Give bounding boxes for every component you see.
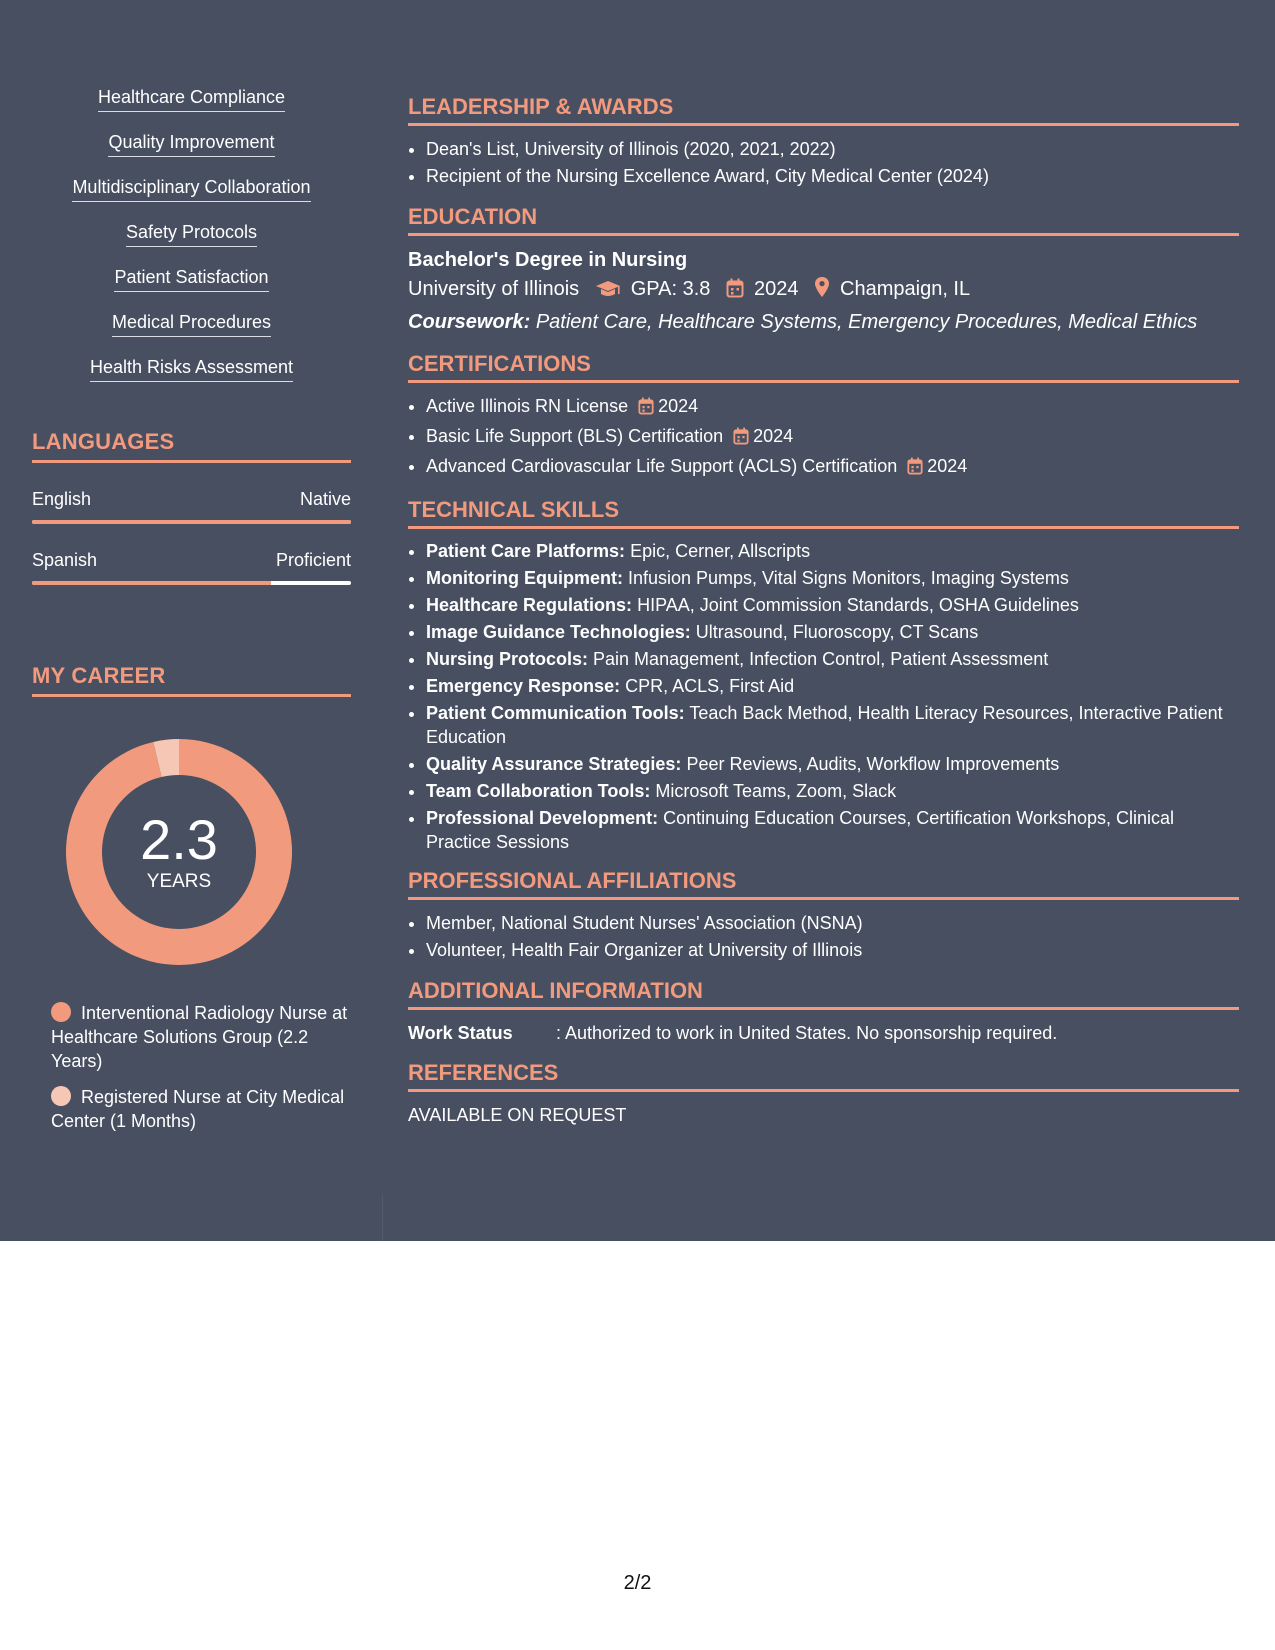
references-section	[408, 1060, 1239, 1128]
certification-name: Active Illinois RN License	[426, 396, 629, 416]
list-item	[426, 593, 1239, 617]
list-item	[426, 647, 1239, 671]
list-item	[426, 701, 1239, 749]
skill-item: Medical Procedures	[112, 311, 271, 337]
skill-item: Health Risks Assessment	[90, 356, 293, 382]
coursework-label: Coursework:	[408, 311, 531, 333]
additional-info-section	[408, 978, 1239, 1046]
skill-value: Pain Management, Infection Control, Patient Assessment	[593, 649, 1049, 669]
career-legend-item	[51, 1085, 351, 1133]
work-status-label: Work Status	[408, 1023, 513, 1043]
skill-label: Monitoring Equipment:	[426, 568, 623, 588]
list-item: • Member, National Student Nurses' Association (NSNA)	[426, 910, 1239, 937]
skill-label: Team Collaboration Tools:	[426, 781, 651, 801]
leadership-list	[408, 136, 1239, 190]
certification-name: Basic Life Support (BLS) Certification	[426, 426, 724, 446]
skill-label: Patient Care Platforms:	[426, 541, 626, 561]
list-item	[426, 453, 1239, 483]
certifications-heading: CERTIFICATIONS	[408, 351, 1239, 383]
references-heading: REFERENCES	[408, 1060, 1239, 1092]
skill-label: Professional Development:	[426, 808, 659, 828]
career-donut-chart	[66, 739, 292, 965]
affiliations-list	[408, 910, 1239, 964]
calendar-icon	[726, 277, 744, 307]
list-item: • Dean's List, University of Illinois (2020, 2021, 2022)	[426, 136, 1239, 163]
education-section	[408, 204, 1239, 337]
map-pin-icon	[814, 276, 830, 307]
skill-list	[32, 86, 351, 401]
skill-value: Continuing Education Courses, Certification Workshops, Clinical Practice Sessions	[426, 808, 1174, 852]
list-item: • Volunteer, Health Fair Organizer at University of Illinois	[426, 937, 1239, 964]
legend-dot-icon	[51, 1086, 71, 1106]
certifications-list	[408, 393, 1239, 483]
list-item	[426, 806, 1239, 854]
language-level-fill	[32, 581, 271, 585]
skill-value: Ultrasound, Fluoroscopy, CT Scans	[695, 622, 979, 642]
skill-value: Microsoft Teams, Zoom, Slack	[655, 781, 897, 801]
skill-item: Quality Improvement	[108, 131, 274, 157]
education-gpa: GPA: 3.8	[630, 278, 711, 300]
references-text: AVAILABLE ON REQUEST	[408, 1105, 627, 1125]
skill-value: Infusion Pumps, Vital Signs Monitors, Imaging Systems	[627, 568, 1069, 588]
certifications-section	[408, 351, 1239, 483]
skill-label: Image Guidance Technologies:	[426, 622, 691, 642]
skill-label: Nursing Protocols:	[426, 649, 589, 669]
career-total-years: 2.3	[140, 808, 218, 871]
career-total	[66, 739, 292, 965]
language-level-bar	[32, 581, 351, 585]
calendar-icon	[907, 456, 923, 483]
page-number: 2/2	[623, 1572, 652, 1594]
certification-year: 2024	[658, 396, 699, 416]
certification-year: 2024	[927, 456, 968, 476]
skill-value: HIPAA, Joint Commission Standards, OSHA Guidelines	[637, 595, 1079, 615]
certification-name: Advanced Cardiovascular Life Support (ACLS) Certification	[426, 456, 898, 476]
list-item	[426, 539, 1239, 563]
language-english	[32, 489, 351, 524]
skill-value: CPR, ACLS, First Aid	[625, 676, 795, 696]
list-item	[426, 620, 1239, 644]
coursework-list: Patient Care, Healthcare Systems, Emergency Procedures, Medical Ethics	[535, 311, 1198, 333]
column-divider	[382, 1195, 383, 1241]
skill-label: Quality Assurance Strategies:	[426, 754, 682, 774]
additional-info-heading: ADDITIONAL INFORMATION	[408, 978, 1239, 1010]
language-level: Native	[299, 489, 351, 509]
education-coursework	[408, 307, 1239, 337]
technical-skills-list	[408, 539, 1239, 854]
skill-label: Emergency Response:	[426, 676, 621, 696]
skill-label: Patient Communication Tools:	[426, 703, 685, 723]
language-level: Proficient	[275, 550, 351, 570]
education-location: Champaign, IL	[840, 278, 971, 300]
list-item	[426, 393, 1239, 423]
language-name: Spanish	[32, 550, 98, 570]
skill-item: Safety Protocols	[126, 221, 257, 247]
skill-item: Patient Satisfaction	[114, 266, 268, 292]
list-item	[426, 674, 1239, 698]
career-legend-label: Interventional Radiology Nurse at Healthcare Solutions Group (2.2 Years)	[51, 1003, 348, 1071]
calendar-icon	[733, 426, 749, 453]
list-item: • Recipient of the Nursing Excellence Award, City Medical Center (2024)	[426, 163, 1239, 190]
language-spanish	[32, 550, 351, 585]
skill-item: Healthcare Compliance	[98, 86, 285, 112]
career-legend	[51, 1001, 351, 1133]
education-details	[408, 274, 1239, 307]
career-heading: MY CAREER	[32, 663, 351, 697]
skill-item: Multidisciplinary Collaboration	[72, 176, 310, 202]
list-item	[426, 423, 1239, 453]
list-item	[426, 779, 1239, 803]
main-column	[408, 94, 1239, 1142]
leadership-section	[408, 94, 1239, 190]
skill-label: Healthcare Regulations:	[426, 595, 633, 615]
list-item	[426, 752, 1239, 776]
education-heading: EDUCATION	[408, 204, 1239, 236]
skill-value: Epic, Cerner, Allscripts	[630, 541, 811, 561]
work-status-value: : Authorized to work in United States. No sponsorship required.	[556, 1023, 1058, 1043]
career-legend-item	[51, 1001, 351, 1073]
graduation-cap-icon	[595, 277, 621, 307]
technical-skills-heading: TECHNICAL SKILLS	[408, 497, 1239, 529]
legend-dot-icon	[51, 1002, 71, 1022]
languages-heading: LANGUAGES	[32, 429, 351, 463]
sidebar	[32, 86, 351, 1145]
list-item	[426, 566, 1239, 590]
skill-value: Peer Reviews, Audits, Workflow Improvements	[686, 754, 1060, 774]
language-name: English	[32, 489, 92, 509]
affiliations-section	[408, 868, 1239, 964]
work-status	[408, 1020, 1239, 1046]
technical-skills-section	[408, 497, 1239, 854]
education-year: 2024	[753, 278, 799, 300]
leadership-heading: LEADERSHIP & AWARDS	[408, 94, 1239, 126]
calendar-icon	[638, 396, 654, 423]
language-level-fill	[32, 520, 351, 524]
affiliations-heading: PROFESSIONAL AFFILIATIONS	[408, 868, 1239, 900]
career-total-unit: YEARS	[146, 871, 212, 892]
certification-year: 2024	[753, 426, 794, 446]
education-school: University of Illinois	[408, 278, 580, 300]
career-legend-label: Registered Nurse at City Medical Center (1 Months)	[51, 1087, 345, 1131]
skill-value: Teach Back Method, Health Literacy Resources, Interactive Patient Education	[426, 703, 1223, 747]
language-level-bar	[32, 520, 351, 524]
education-degree: Bachelor's Degree in Nursing	[408, 249, 688, 271]
